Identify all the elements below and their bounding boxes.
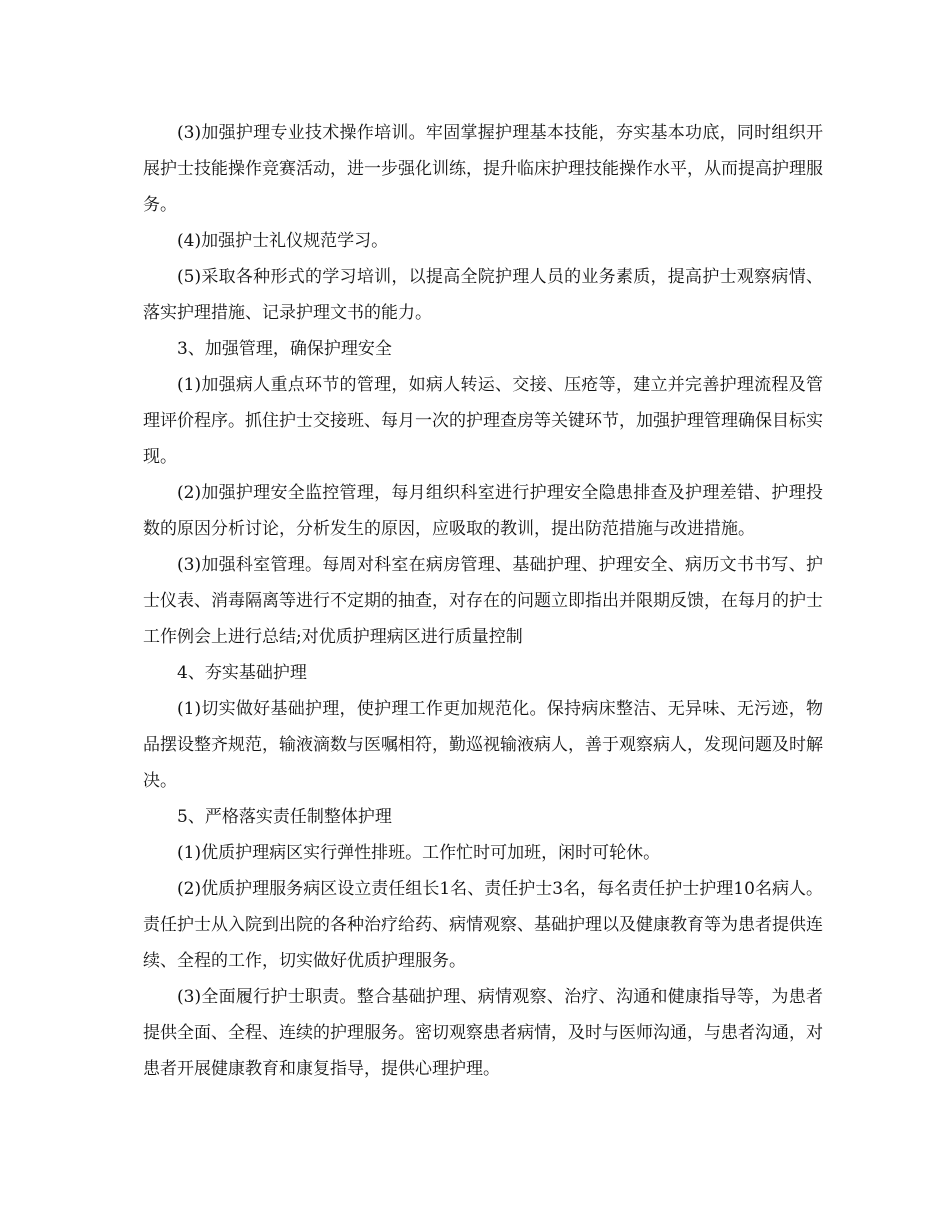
document-body xyxy=(143,115,823,1087)
paragraph: (3)加强科室管理。每周对科室在病房管理、基础护理、护理安全、病历文书书写、护士仪表、消毒隔离等进行不定期的抽查，对存在的问题立即指出并限期反馈，在每月的护士工作例会上进行总结;对优质护理病区进行质量控制 xyxy=(143,555,823,647)
paragraph: (1)切实做好基础护理，使护理工作更加规范化。保持病床整洁、无异味、无污迹，物品摆设整齐规范，输液滴数与医嘱相符，勤巡视输液病人，善于观察病人，发现问题及时解决。 xyxy=(143,699,823,791)
section-heading: 4、夯实基础护理 xyxy=(177,663,307,683)
paragraph: (2)优质护理服务病区设立责任组长1名、责任护士3名，每名责任护士护理10名病人。责任护士从入院到出院的各种治疗给药、病情观察、基础护理以及健康教育等为患者提供连续、全程的工作，切实做好优质护理服务。 xyxy=(143,879,823,971)
paragraph: (4)加强护士礼仪规范学习。 xyxy=(177,231,389,251)
section-heading: 3、加强管理，确保护理安全 xyxy=(177,339,392,359)
paragraph: (3)全面履行护士职责。整合基础护理、病情观察、治疗、沟通和健康指导等，为患者提供全面、全程、连续的护理服务。密切观察患者病情，及时与医师沟通，与患者沟通，对患者开展健康教育和康复指导，提供心理护理。 xyxy=(143,987,823,1079)
paragraph: (1)加强病人重点环节的管理，如病人转运、交接、压疮等，建立并完善护理流程及管理评价程序。抓住护士交接班、每月一次的护理查房等关键环节，加强护理管理确保目标实现。 xyxy=(143,375,823,467)
paragraph: (1)优质护理病区实行弹性排班。工作忙时可加班，闲时可轮休。 xyxy=(177,843,661,863)
section-heading: 5、严格落实责任制整体护理 xyxy=(177,807,392,827)
paragraph: (5)采取各种形式的学习培训，以提高全院护理人员的业务素质，提高护士观察病情、落实护理措施、记录护理文书的能力。 xyxy=(143,267,823,323)
paragraph: (3)加强护理专业技术操作培训。牢固掌握护理基本技能，夯实基本功底，同时组织开展护士技能操作竞赛活动，进一步强化训练，提升临床护理技能操作水平，从而提高护理服务。 xyxy=(143,123,823,215)
paragraph: (2)加强护理安全监控管理，每月组织科室进行护理安全隐患排查及护理差错、护理投数的原因分析讨论，分析发生的原因，应吸取的教训，提出防范措施与改进措施。 xyxy=(143,483,823,539)
